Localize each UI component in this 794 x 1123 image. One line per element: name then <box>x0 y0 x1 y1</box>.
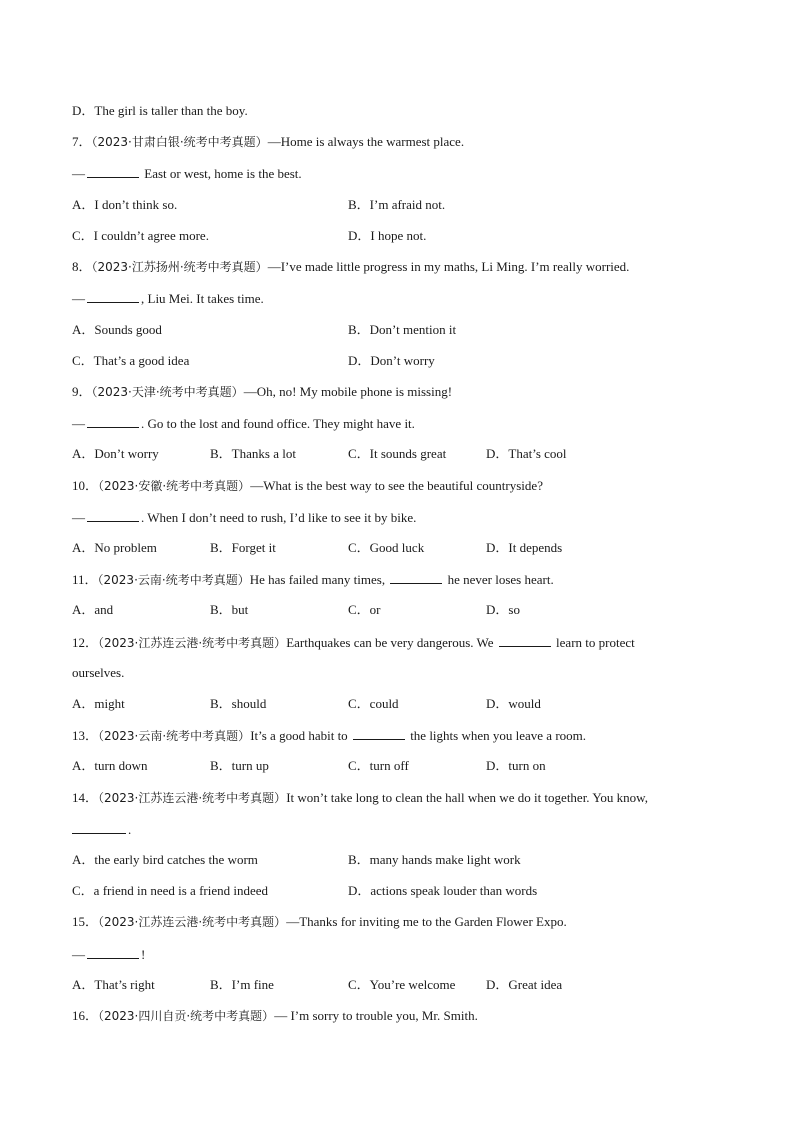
answer-blank <box>353 727 405 740</box>
q10-option-d: D．It depends <box>486 540 563 555</box>
q14-stem-cont: . <box>72 821 131 838</box>
q8-reply: — , Liu Mei. It takes time. <box>72 291 264 306</box>
q7-reply: — East or west, home is the best. <box>72 166 302 181</box>
q15-reply: — ! <box>72 947 146 962</box>
q15-stem: 15．（2023·江苏连云港·统考中考真题）—Thanks for inviting me to the Garden Flower Expo. <box>72 914 567 929</box>
q11-stem: 11．（2023·云南·统考中考真题）He has failed many times, he never loses heart. <box>72 572 554 587</box>
answer-blank <box>87 415 139 428</box>
q10-option-a: A．No problem <box>72 540 157 555</box>
q14-option-c: C．a friend in need is a friend indeed <box>72 883 269 898</box>
q13-stem: 13．（2023·云南·统考中考真题）It’s a good habit to the lights when you leave a room. <box>72 728 587 743</box>
q14-option-b: B．many hands make light work <box>348 852 521 867</box>
q9-option-c: C．It sounds great <box>348 446 447 461</box>
q13-option-a: A．turn down <box>72 758 148 773</box>
q11-option-b: B．but <box>210 602 249 617</box>
q10-option-c: C．Good luck <box>348 540 425 555</box>
q8-option-d: D．Don’t worry <box>348 353 435 368</box>
q12-stem: 12．（2023·江苏连云港·统考中考真题）Earthquakes can be very dangerous. We learn to protect <box>72 635 635 650</box>
q7-option-a: A．I don’t think so. <box>72 197 178 212</box>
q14-option-a: A．the early bird catches the worm <box>72 852 258 867</box>
q7-option-c: C．I couldn’t agree more. <box>72 228 209 243</box>
q13-option-c: C．turn off <box>348 758 409 773</box>
q7-option-b: B．I’m afraid not. <box>348 197 446 212</box>
q12-option-a: A．might <box>72 696 125 711</box>
q7-stem: 7．（2023·甘肃白银·统考中考真题）—Home is always the warmest place. <box>72 134 465 149</box>
q9-option-a: A．Don’t worry <box>72 446 159 461</box>
q11-option-a: A．and <box>72 602 114 617</box>
q11-option-d: D．so <box>486 602 520 617</box>
q15-option-a: A．That’s right <box>72 977 155 992</box>
q8-option-a: A．Sounds good <box>72 322 162 337</box>
q9-option-b: B．Thanks a lot <box>210 446 296 461</box>
q12-stem-cont: ourselves. <box>72 665 125 680</box>
answer-blank <box>87 290 139 303</box>
q13-option-b: B．turn up <box>210 758 269 773</box>
q12-option-c: C．could <box>348 696 399 711</box>
answer-blank <box>499 634 551 647</box>
q8-option-c: C．That’s a good idea <box>72 353 190 368</box>
q15-option-d: D．Great idea <box>486 977 563 992</box>
answer-blank <box>87 165 139 178</box>
q10-stem: 10．（2023·安徽·统考中考真题）—What is the best way to see the beautiful countryside? <box>72 478 543 493</box>
answer-blank <box>390 571 442 584</box>
q10-reply: — . When I don’t need to rush, I’d like to see it by bike. <box>72 510 417 525</box>
q6-option-d: D．The girl is taller than the boy. <box>72 103 248 118</box>
answer-blank <box>87 946 139 959</box>
answer-blank <box>87 509 139 522</box>
q13-option-d: D．turn on <box>486 758 546 773</box>
q7-option-d: D．I hope not. <box>348 228 427 243</box>
q12-option-b: B．should <box>210 696 267 711</box>
q9-reply: — . Go to the lost and found office. They might have it. <box>72 416 415 431</box>
q9-option-d: D．That’s cool <box>486 446 567 461</box>
q8-stem: 8．（2023·江苏扬州·统考中考真题）—I’ve made little progress in my maths, Li Ming. I’m really worried. <box>72 259 630 274</box>
q12-option-d: D．would <box>486 696 541 711</box>
q9-stem: 9．（2023·天津·统考中考真题）—Oh, no! My mobile phone is missing! <box>72 384 453 399</box>
q8-option-b: B．Don’t mention it <box>348 322 457 337</box>
q11-option-c: C．or <box>348 602 381 617</box>
q14-option-d: D．actions speak louder than words <box>348 883 538 898</box>
q15-option-c: C．You’re welcome <box>348 977 456 992</box>
q16-stem: 16．（2023·四川自贡·统考中考真题）— I’m sorry to trouble you, Mr. Smith. <box>72 1008 478 1023</box>
q15-option-b: B．I’m fine <box>210 977 274 992</box>
q14-stem: 14．（2023·江苏连云港·统考中考真题）It won’t take long to clean the hall when we do it together. You know, <box>72 790 648 805</box>
q10-option-b: B．Forget it <box>210 540 276 555</box>
answer-blank <box>72 821 126 834</box>
